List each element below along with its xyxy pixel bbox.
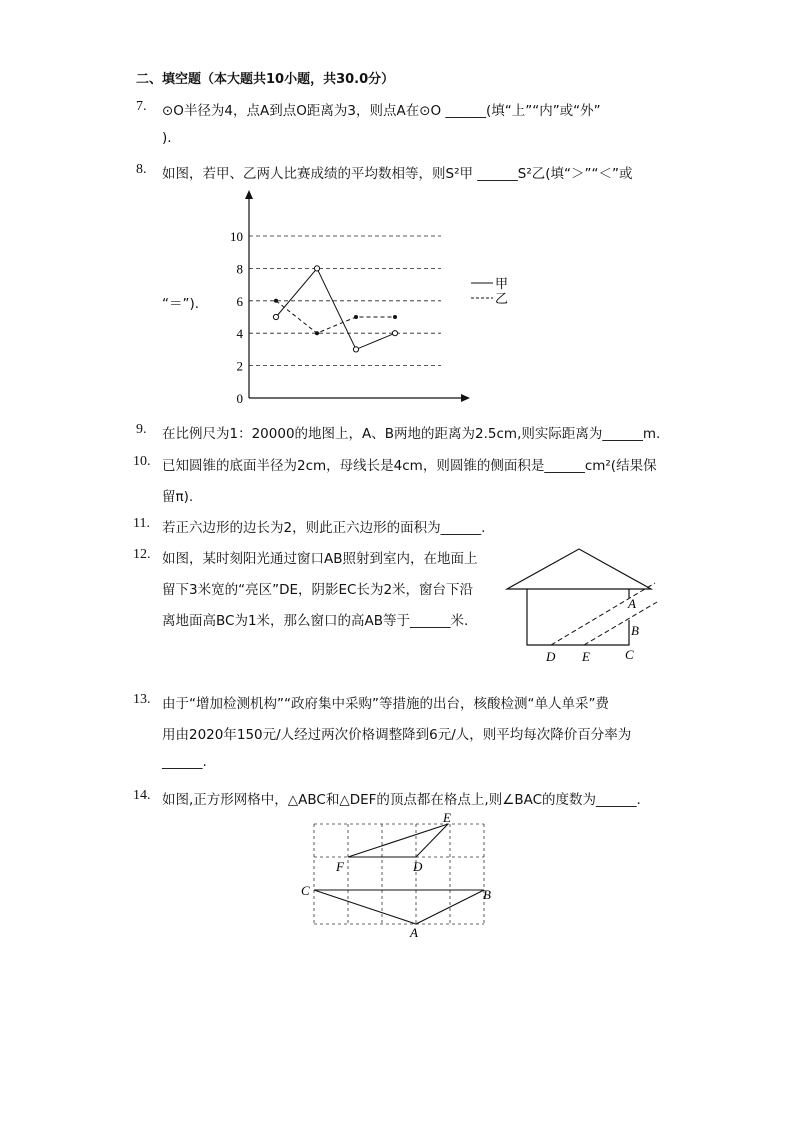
q8-text-line1: 如图，若甲、乙两人比赛成绩的平均数相等，则S²甲 ______S²乙(填“＞”“＜”或 — [162, 166, 633, 182]
section-title: 二、填空题（本大题共10小题，共30.0分） — [136, 72, 395, 87]
series-0-point-0 — [273, 314, 278, 319]
series-1-point-0 — [274, 299, 278, 303]
y-tick-8: 8 — [236, 261, 243, 277]
x-axis-arrow — [461, 394, 470, 402]
series-1-point-3 — [393, 315, 397, 319]
q9-text: 在比例尺为1：20000的地图上，A、B两地的距离为2.5cm,则实际距离为______m. — [162, 426, 661, 442]
series-0-point-2 — [353, 347, 358, 352]
q7-text-line1: ⊙O半径为4，点A到点O距离为3，则点A在⊙O ______(填“上”“内”或“外” — [162, 103, 601, 119]
y-tick-2: 2 — [236, 358, 243, 374]
triangle-DEF — [348, 824, 448, 857]
roof — [507, 549, 651, 589]
q13-text-line3: ______. — [162, 754, 207, 770]
series-0-point-3 — [392, 331, 397, 336]
q12-window-figure — [505, 545, 665, 667]
label-B: B — [631, 623, 639, 638]
triangle-ABC — [314, 890, 484, 924]
q9-number: 9. — [136, 422, 147, 437]
q8-text-line2: “＝”). — [162, 296, 200, 312]
q11-text: 若正六边形的边长为2，则此正六边形的面积为______. — [162, 520, 486, 536]
y-tick-4: 4 — [236, 326, 243, 342]
q10-number: 10. — [133, 454, 151, 469]
q12-text-line2: 留下3米宽的“亮区”DE，阴影EC长为2米，窗台下沿 — [162, 582, 474, 598]
label-D: D — [413, 859, 423, 874]
sunlight-ray-lower — [584, 602, 657, 645]
q10-text-line1: 已知圆锥的底面半径为2cm，母线长是4cm，则圆锥的侧面积是______cm²(结果保 — [162, 458, 657, 474]
label-E: E — [582, 649, 590, 664]
chart-series — [273, 266, 397, 352]
y-tick-6: 6 — [236, 293, 243, 309]
room-outline — [527, 589, 629, 645]
q12-text-line1: 如图，某时刻阳光通过窗口AB照射到室内，在地面上 — [162, 551, 478, 567]
label-A: A — [410, 925, 418, 940]
q10-text-line2: 留π). — [162, 489, 194, 505]
series-1-line — [276, 301, 395, 333]
q13-text-line2: 用由2020年150元/人经过两次价格调整降到6元/人，则平均每次降价百分率为 — [162, 727, 632, 743]
q13-number: 13. — [133, 692, 151, 707]
label-F: F — [336, 859, 344, 874]
label-D: D — [546, 649, 556, 664]
q8-line-chart — [225, 190, 525, 410]
q11-number: 11. — [133, 516, 150, 531]
series-1-point-2 — [354, 315, 358, 319]
y-tick-10: 10 — [230, 229, 243, 244]
square-grid — [314, 824, 484, 924]
label-A: A — [628, 596, 636, 611]
q8-number: 8. — [136, 162, 147, 177]
legend-label-0: 甲 — [495, 276, 509, 291]
q13-text-line1: 由于“增加检测机构”“政府集中采购”等措施的出台，核酸检测“单人单采”费 — [162, 696, 609, 712]
label-C: C — [301, 883, 310, 898]
label-E: E — [443, 810, 451, 825]
y-axis-arrow — [245, 190, 253, 199]
sunlight-ray-upper — [551, 583, 655, 645]
series-0-line — [276, 268, 395, 349]
series-1-point-1 — [315, 331, 319, 335]
chart-legend — [471, 276, 508, 306]
q14-number: 14. — [133, 788, 151, 803]
legend-label-1: 乙 — [495, 291, 509, 306]
series-0-point-1 — [314, 266, 319, 271]
label-C: C — [625, 647, 634, 662]
q12-number: 12. — [133, 547, 151, 562]
label-B: B — [483, 887, 491, 902]
q14-text: 如图,正方形网格中，△ABC和△DEF的顶点都在格点上,则∠BAC的度数为______. — [162, 792, 641, 808]
q14-grid-figure — [298, 810, 498, 942]
q12-text-line3: 离地面高BC为1米，那么窗口的高AB等于______米. — [162, 613, 469, 629]
q7-number: 7. — [136, 99, 147, 114]
q7-text-line2: ). — [162, 130, 172, 146]
y-tick-0: 0 — [236, 391, 243, 406]
y-tick-labels — [230, 229, 244, 406]
